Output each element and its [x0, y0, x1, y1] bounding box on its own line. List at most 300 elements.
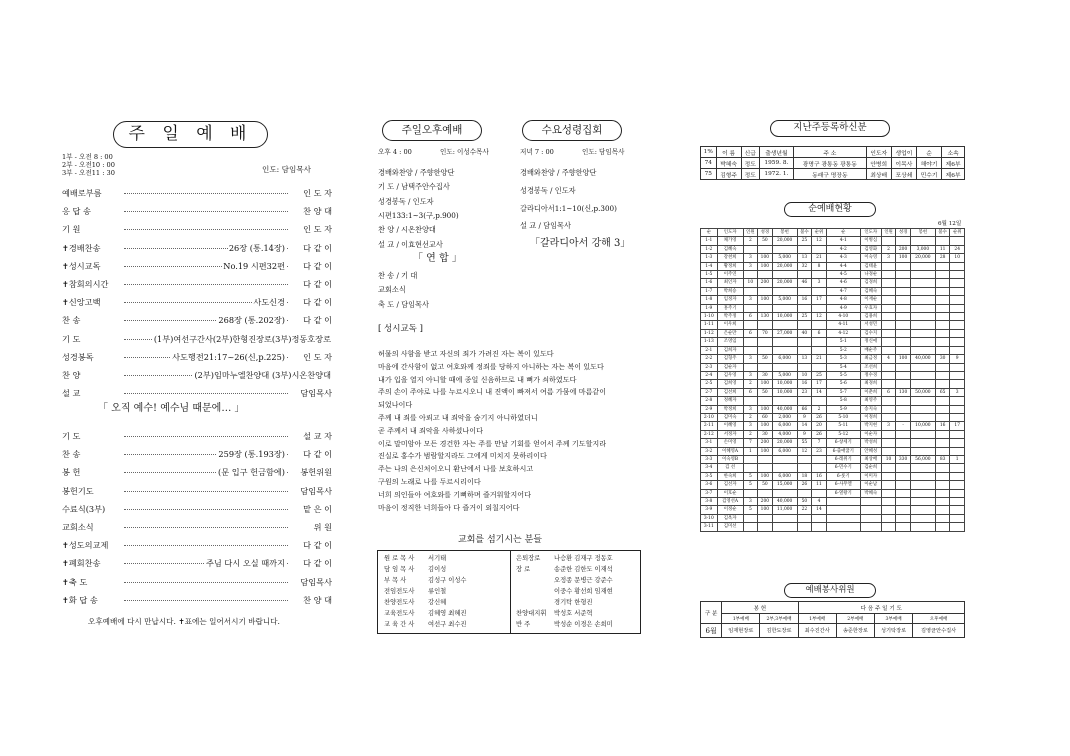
table-cell: 7: [743, 439, 758, 447]
table-cell: [743, 287, 758, 295]
worship-item: [62, 449, 332, 460]
table-cell: 6-사무엘: [826, 481, 860, 489]
worship-item-right: 찬 양 대: [303, 206, 332, 217]
table-cell: [950, 371, 965, 379]
table-cell: [881, 287, 896, 295]
table-cell: 5: [743, 506, 758, 514]
table-cell: [758, 489, 773, 497]
table-cell: [758, 397, 773, 405]
table-cell: 김영선A: [717, 498, 743, 506]
table-cell: 정혜자: [717, 397, 743, 405]
table-cell: 56,000: [910, 455, 935, 463]
attendance-row: [701, 313, 965, 321]
leader-dots: [124, 193, 288, 194]
table-cell: [772, 514, 797, 522]
servant-name: 나승환 김재구 정동호: [554, 555, 613, 562]
table-cell: [935, 498, 950, 506]
table-cell: [935, 371, 950, 379]
table-cell: 25: [797, 313, 812, 321]
committee-row: [701, 624, 965, 638]
service-line: 내가 입을 열지 아니할 때에 종일 신음하므로 내 뼈가 쇠하였도다: [378, 374, 577, 384]
table-cell: 3-7: [701, 489, 718, 497]
table-cell: 3-8: [701, 498, 718, 506]
service-time-3: 3부 - 오전11 : 30: [62, 169, 115, 177]
table-cell: [758, 304, 773, 312]
table-cell: [910, 481, 935, 489]
table-cell: 2-5: [701, 380, 718, 388]
table-cell: 5: [743, 481, 758, 489]
table-cell: [881, 237, 896, 245]
worship-item-label: 기 원: [62, 224, 81, 235]
table-cell: [910, 304, 935, 312]
servant-name: 강신혜: [428, 599, 447, 606]
attendance-row: [701, 489, 965, 497]
attendance-row: [701, 388, 965, 396]
table-cell: 5: [743, 472, 758, 480]
table-cell: 50: [758, 388, 773, 396]
table-cell: 이혜영A: [717, 447, 743, 455]
table-cell: [950, 237, 965, 245]
table-cell: 10,000: [772, 380, 797, 388]
attendance-row: [701, 237, 965, 245]
table-cell: 8: [812, 262, 827, 270]
table-cell: [896, 296, 911, 304]
table-cell: [910, 439, 935, 447]
service-line: 성경봉독 / 인도자: [378, 196, 434, 206]
table-cell: [881, 472, 896, 480]
table-cell: 23: [797, 388, 812, 396]
table-cell: [812, 514, 827, 522]
table-cell: [910, 338, 935, 346]
leader-dots: [124, 436, 288, 437]
table-cell: 330: [896, 455, 911, 463]
table-cell: [910, 262, 935, 270]
table-cell: [797, 489, 812, 497]
table-cell: [896, 346, 911, 354]
table-cell: 25: [812, 371, 827, 379]
table-cell: [896, 498, 911, 506]
table-cell: 14: [812, 506, 827, 514]
table-cell: [896, 464, 911, 472]
table-cell: [881, 321, 896, 329]
worship-item-label: 기 도: [62, 333, 81, 344]
attendance-row: [701, 405, 965, 413]
service-line: 마음이 정직한 너희들아 다 즐거이 외칠지어다: [378, 502, 520, 512]
attendance-row: [701, 346, 965, 354]
table-cell: [950, 397, 965, 405]
worship-item: [62, 370, 332, 381]
worship-item: [62, 504, 332, 515]
column-subheader: 2부예배: [836, 614, 874, 624]
servant-role: 찬양전도사: [384, 599, 415, 606]
worship-item-label: 예배로부름: [62, 188, 102, 198]
table-cell: [743, 245, 758, 253]
table-cell: [910, 296, 935, 304]
table-cell: 이숙영B: [717, 455, 743, 463]
table-cell: [950, 313, 965, 321]
table-cell: 김혜숙: [860, 287, 881, 295]
table-cell: 40,000: [910, 355, 935, 363]
table-cell: 9: [797, 430, 812, 438]
table-cell: [881, 371, 896, 379]
attendance-row: [701, 439, 965, 447]
table-cell: [950, 472, 965, 480]
attendance-row: [701, 279, 965, 287]
column-header: 인도자: [860, 229, 881, 237]
table-cell: [860, 506, 881, 514]
table-cell: 6-창세기: [826, 439, 860, 447]
table-cell: 배순주: [860, 346, 881, 354]
table-cell: [812, 287, 827, 295]
table-cell: [896, 329, 911, 337]
worship-item: [62, 577, 332, 588]
table-cell: 4-4: [826, 262, 860, 270]
worship-item: [62, 206, 332, 217]
table-cell: 50: [758, 481, 773, 489]
table-cell: 1-9: [701, 304, 718, 312]
servant-name: 송준한 김한도 이재석: [554, 566, 613, 573]
table-cell: [935, 439, 950, 447]
table-cell: 50: [797, 498, 812, 506]
table-cell: 100: [758, 380, 773, 388]
table-cell: 24: [950, 245, 965, 253]
column-header: 순: [701, 229, 718, 237]
table-cell: [772, 455, 797, 463]
column-header: 신급: [741, 147, 759, 158]
table-cell: 2-10: [701, 413, 718, 421]
table-cell: [758, 346, 773, 354]
table-cell: [950, 447, 965, 455]
table-cell: [743, 489, 758, 497]
table-cell: [881, 304, 896, 312]
table-cell: [896, 439, 911, 447]
table-cell: 23: [812, 447, 827, 455]
attendance-row: [701, 287, 965, 295]
table-cell: 1-5: [701, 271, 718, 279]
table-cell: 2: [743, 430, 758, 438]
service-line: 구원의 노래로 나를 두르시리이다: [378, 477, 481, 486]
table-cell: [881, 296, 896, 304]
table-cell: [772, 346, 797, 354]
table-cell: 10,000: [772, 313, 797, 321]
table-cell: 정신애: [860, 338, 881, 346]
servants-box: [377, 550, 641, 634]
table-cell: 100: [758, 447, 773, 455]
table-cell: 2: [743, 413, 758, 421]
table-cell: 17: [812, 296, 827, 304]
table-cell: [896, 514, 911, 522]
table-cell: [881, 397, 896, 405]
table-cell: [881, 363, 896, 371]
table-cell: [743, 514, 758, 522]
column-header: 소속: [942, 147, 965, 158]
servant-name: 김이성: [428, 566, 447, 573]
table-cell: 130: [758, 313, 773, 321]
attendance-row: [701, 481, 965, 489]
worship-item-label: ✝성시교독: [62, 260, 101, 271]
table-cell: 16: [812, 472, 827, 480]
table-cell: [797, 464, 812, 472]
table-cell: [797, 523, 812, 531]
table-cell: [896, 481, 911, 489]
table-cell: 황정희: [717, 262, 743, 270]
table-cell: 김우영: [717, 371, 743, 379]
table-cell: 10: [797, 371, 812, 379]
service-line: 주는 나의 은신처이오니 환난에서 나를 보호하시고: [378, 464, 534, 474]
worship-item-right: 다 같 이: [303, 315, 332, 326]
worship-item-right: 담임목사: [300, 388, 332, 399]
table-cell: [935, 464, 950, 472]
table-cell: [910, 271, 935, 279]
attendance-row: [701, 498, 965, 506]
worship-item: [62, 522, 332, 533]
table-cell: 6-레위기: [826, 455, 860, 463]
table-cell: 11,000: [772, 506, 797, 514]
table-cell: [860, 498, 881, 506]
table-cell: 100: [758, 422, 773, 430]
table-cell: [881, 514, 896, 522]
table-cell: 50: [758, 237, 773, 245]
column-header: 순위: [812, 229, 827, 237]
attendance-row: [701, 397, 965, 405]
table-cell: 11: [812, 481, 827, 489]
table-cell: 10: [743, 279, 758, 287]
psalm-heading: [ 성시교독 ]: [378, 324, 423, 334]
table-cell: [772, 523, 797, 531]
table-cell: 100: [896, 355, 911, 363]
worship-item-right: 봉헌위원: [300, 467, 332, 478]
worship-item: [62, 431, 332, 442]
worship-item: [62, 467, 332, 478]
attendance-row: [701, 514, 965, 522]
table-cell: 박혜숙: [860, 489, 881, 497]
worship-item: [62, 243, 332, 254]
worship-item-detail: 사도신경: [253, 297, 285, 308]
table-cell: [910, 279, 935, 287]
table-cell: [896, 262, 911, 270]
attendance-row: [701, 338, 965, 346]
table-cell: [910, 371, 935, 379]
table-cell: 26: [812, 413, 827, 421]
committee-name: 송준한장로: [836, 624, 874, 638]
table-cell: 12: [812, 313, 827, 321]
table-cell: [910, 363, 935, 371]
table-cell: [772, 287, 797, 295]
table-cell: 이미자: [860, 472, 881, 480]
column-subheader: 2부,3부예배: [760, 614, 798, 624]
worship-item-right: 찬 양 대: [303, 594, 332, 605]
table-cell: 17: [812, 380, 827, 388]
table-cell: [812, 464, 827, 472]
table-cell: 5-5: [826, 371, 860, 379]
table-cell: 14: [812, 388, 827, 396]
column-header: 성경: [758, 229, 773, 237]
worship-item-detail: (2부)임마누엘찬양대 (3부)시온찬양대: [194, 370, 331, 380]
table-cell: [812, 321, 827, 329]
table-cell: 3-2: [701, 447, 718, 455]
column-header: 불수: [935, 229, 950, 237]
wednesday-time: 저녁 7 : 00: [520, 148, 554, 156]
table-cell: [812, 271, 827, 279]
table-cell: 6: [743, 313, 758, 321]
table-cell: [935, 413, 950, 421]
table-cell: 26: [797, 481, 812, 489]
committee-table: [700, 601, 965, 638]
table-cell: 5-9: [826, 405, 860, 413]
table-cell: 1-11: [701, 321, 718, 329]
table-cell: [935, 346, 950, 354]
table-cell: [910, 397, 935, 405]
table-cell: 나경순: [860, 271, 881, 279]
table-cell: [896, 413, 911, 421]
table-cell: 채가영: [717, 237, 743, 245]
table-cell: 2-3: [701, 363, 718, 371]
table-cell: [896, 523, 911, 531]
afternoon-title: 주일오후예배: [382, 120, 482, 141]
service-line: 갈라디아서1:1~10(신,p.300): [520, 203, 617, 213]
table-cell: 김선희: [717, 388, 743, 396]
sermon-title: 「 오직 예수! 예수님 때문에… 」: [98, 403, 245, 414]
table-cell: 안병희: [866, 158, 891, 169]
leader-dots: [124, 509, 288, 510]
table-cell: [950, 321, 965, 329]
sunday-footer: 오후예배에 다시 만납시다. ✝표에는 일어서시기 바랍니다.: [88, 617, 280, 626]
table-cell: 9: [797, 413, 812, 421]
table-cell: 100: [758, 254, 773, 262]
table-cell: 강천희: [717, 254, 743, 262]
table-cell: 정도: [741, 158, 759, 169]
table-cell: [826, 514, 860, 522]
table-cell: 4,000: [772, 430, 797, 438]
servant-name: 이중수 황선희 임재현: [554, 588, 613, 595]
column-subheader: 오후예배: [913, 614, 965, 624]
attendance-row: [701, 262, 965, 270]
table-cell: [797, 338, 812, 346]
table-cell: 20,000: [772, 237, 797, 245]
committee-title: 예배봉사위원: [784, 583, 876, 598]
service-line: 찬 송 / 기 대: [378, 271, 418, 280]
table-cell: [910, 329, 935, 337]
table-cell: [896, 363, 911, 371]
table-cell: 임정자: [717, 296, 743, 304]
table-cell: 이춘희: [860, 388, 881, 396]
table-cell: 200: [758, 279, 773, 287]
table-cell: [935, 523, 950, 531]
table-cell: 200: [758, 439, 773, 447]
table-cell: 15,000: [772, 481, 797, 489]
attendance-row: [701, 413, 965, 421]
table-cell: 5-10: [826, 413, 860, 421]
attendance-row: [701, 371, 965, 379]
table-cell: 김미선: [717, 523, 743, 531]
table-cell: 1-8: [701, 296, 718, 304]
table-cell: 김형주: [717, 355, 743, 363]
table-cell: 3: [743, 254, 758, 262]
table-cell: 3: [881, 422, 896, 430]
table-cell: 40,000: [772, 405, 797, 413]
column-header: 이 름: [716, 147, 741, 158]
attendance-row: [701, 506, 965, 514]
table-cell: [812, 397, 827, 405]
table-cell: 2-9: [701, 405, 718, 413]
table-cell: 5,000: [772, 254, 797, 262]
table-cell: [910, 498, 935, 506]
table-cell: [950, 296, 965, 304]
table-cell: 6: [881, 388, 896, 396]
table-cell: 5-6: [826, 380, 860, 388]
table-cell: 100: [758, 405, 773, 413]
table-cell: 김순자: [717, 363, 743, 371]
table-cell: 김옥자: [717, 514, 743, 522]
table-cell: 4: [881, 355, 896, 363]
table-cell: [758, 363, 773, 371]
service-line: 곧 주께서 내 죄악을 사하셨나이다: [378, 425, 483, 435]
worship-item-detail: 259장 (통.193장): [218, 449, 285, 460]
table-cell: [772, 304, 797, 312]
table-cell: 서정자: [717, 430, 743, 438]
table-cell: [743, 338, 758, 346]
table-cell: [935, 506, 950, 514]
table-cell: 1-4: [701, 262, 718, 270]
table-cell: 2-1: [701, 346, 718, 354]
table-cell: 1: [743, 447, 758, 455]
table-cell: 김 선: [717, 464, 743, 472]
table-cell: [910, 405, 935, 413]
table-cell: [935, 262, 950, 270]
table-cell: [950, 439, 965, 447]
table-cell: 75: [701, 169, 717, 180]
worship-item-label: 설 교: [62, 388, 81, 399]
table-cell: 50,000: [910, 388, 935, 396]
table-cell: 11: [935, 245, 950, 253]
committee-name: 김영균안수집사: [913, 624, 965, 638]
worship-item-detail: (1부)여선구간사(2부)한형진장로(3부)정동호장로: [153, 333, 331, 344]
table-cell: 이주연: [717, 271, 743, 279]
committee-subheader-row: [701, 614, 965, 624]
table-cell: 3-6: [701, 481, 718, 489]
column-header: 인원: [881, 229, 896, 237]
table-cell: [935, 304, 950, 312]
worship-item: [62, 352, 332, 363]
table-cell: 김희자: [717, 346, 743, 354]
table-cell: [896, 237, 911, 245]
committee-header-row: [701, 602, 965, 614]
table-cell: 66: [797, 405, 812, 413]
table-cell: 민수기: [917, 169, 942, 180]
table-cell: -: [896, 422, 911, 430]
table-cell: 홍주기: [717, 304, 743, 312]
worship-item-label: 수료식(3부): [62, 503, 106, 514]
table-cell: [935, 489, 950, 497]
table-cell: 18: [797, 472, 812, 480]
service-line: 주의 손이 주야로 나를 누르시오니 내 진액이 빠져서 여름 가뭄에 마름같이: [378, 387, 607, 397]
table-cell: [935, 430, 950, 438]
servant-role: 원 로 목 사: [384, 555, 415, 562]
column-header: 순위: [950, 229, 965, 237]
table-cell: [881, 346, 896, 354]
table-cell: 1: [950, 455, 965, 463]
table-cell: 김태윤: [860, 262, 881, 270]
table-cell: 안혜성: [860, 447, 881, 455]
table-cell: 30: [758, 371, 773, 379]
table-cell: 10,000: [772, 388, 797, 396]
servant-role: 담 임 목 사: [384, 566, 415, 573]
worship-item-right: 다 같 이: [303, 242, 332, 253]
table-cell: [881, 405, 896, 413]
service-line: 시편133:1~3(구,p.900): [378, 210, 459, 220]
table-cell: 1-2: [701, 245, 718, 253]
table-cell: 3: [950, 388, 965, 396]
